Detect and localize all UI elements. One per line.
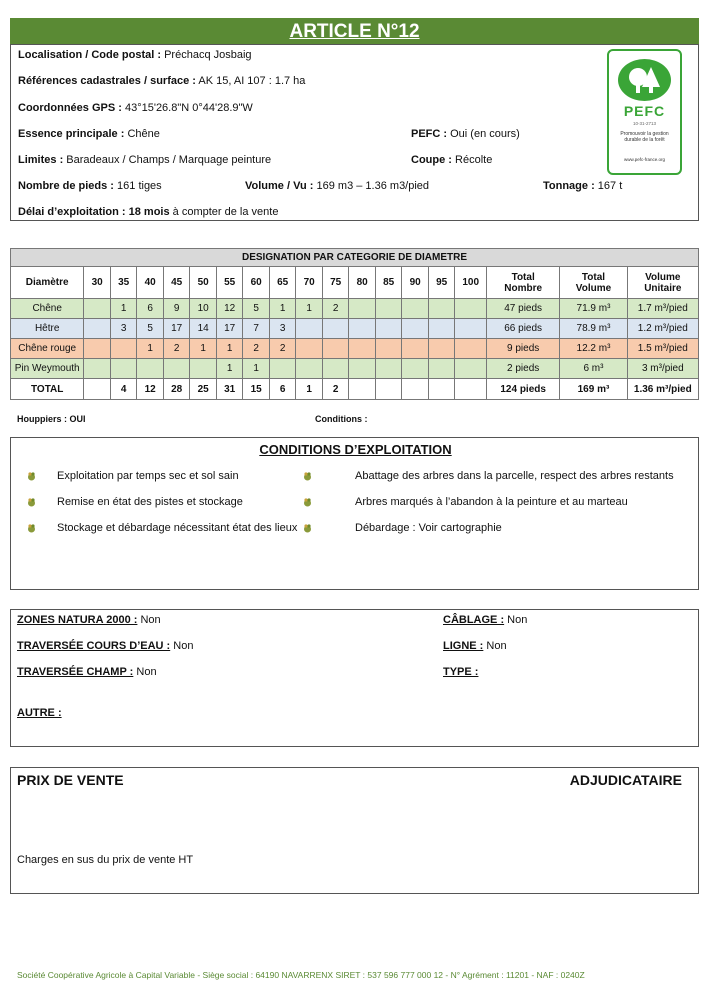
champ-label: TRAVERSÉE CHAMP : xyxy=(17,666,134,678)
condition-item: Remise en état des pistes et stockage xyxy=(57,496,243,508)
diameter-cell: 4 xyxy=(110,379,137,400)
diameter-cell xyxy=(455,359,487,379)
volume-value: 169 m3 – 1.36 m3/pied xyxy=(316,180,430,192)
delai-value: à compter de la vente xyxy=(172,206,279,218)
diameter-cell xyxy=(190,359,217,379)
diameter-cell: 2 xyxy=(163,339,190,359)
diameter-cell xyxy=(163,359,190,379)
diameter-cell xyxy=(375,319,402,339)
diameter-cell xyxy=(375,359,402,379)
diameter-cell: 1 xyxy=(216,339,243,359)
total-cell: 12.2 m³ xyxy=(560,339,627,359)
tonnage-line xyxy=(543,180,622,192)
prix-title: PRIX DE VENTE xyxy=(17,772,124,788)
gps-value: 43°15'26.8"N 0°44'28.9"W xyxy=(124,102,253,114)
essence-line xyxy=(18,128,160,140)
diameter-cell: 1 xyxy=(137,339,164,359)
diameter-cell xyxy=(84,299,111,319)
leaf-bullet-icon xyxy=(27,494,36,503)
conditions-panel xyxy=(10,437,699,590)
ligne-value: Non xyxy=(486,640,507,652)
diameter-cell xyxy=(110,339,137,359)
ligne-label: LIGNE : xyxy=(443,640,484,652)
diameter-cell xyxy=(455,379,487,400)
diameter-cell xyxy=(402,299,429,319)
zones-panel xyxy=(10,609,699,747)
delai-label: Délai d’exploitation : 18 mois xyxy=(18,206,170,218)
article-title: ARTICLE N°12 xyxy=(10,18,699,44)
essence-label: Essence principale : xyxy=(18,128,125,140)
condition-item: Débardage : Voir cartographie xyxy=(355,522,502,534)
diameter-cell xyxy=(428,299,455,319)
diameter-cell: 12 xyxy=(216,299,243,319)
pefc-word: PEFC xyxy=(623,103,666,119)
pefc-label: PEFC : xyxy=(411,128,448,140)
charges-text: Charges en sus du prix de vente HT xyxy=(17,854,194,866)
column-header: 60 xyxy=(243,267,270,299)
cours-line xyxy=(17,640,193,652)
diameter-cell: 1 xyxy=(296,299,323,319)
diameter-cell xyxy=(402,359,429,379)
column-header: Diamètre xyxy=(11,267,84,299)
table-row xyxy=(11,319,699,339)
champ-value: Non xyxy=(136,666,157,678)
diameter-cell xyxy=(375,299,402,319)
localisation-value: Préchacq Josbaig xyxy=(164,49,252,61)
condition-item: Stockage et débardage nécessitant état des lieux xyxy=(57,522,298,534)
row-name: Chêne xyxy=(11,299,84,319)
row-name: Pin Weymouth xyxy=(11,359,84,379)
cours-value: Non xyxy=(173,640,194,652)
table-row xyxy=(11,359,699,379)
tonnage-label: Tonnage : xyxy=(543,180,595,192)
diameter-cell: 2 xyxy=(243,339,270,359)
diameter-cell xyxy=(349,379,376,400)
diameter-cell xyxy=(84,339,111,359)
column-header: 65 xyxy=(269,267,296,299)
diameter-cell xyxy=(402,339,429,359)
leaf-bullet-icon xyxy=(303,468,312,477)
diameter-cell xyxy=(349,359,376,379)
row-name: Hêtre xyxy=(11,319,84,339)
pefc-url: www.pefc-france.org xyxy=(623,157,666,162)
diameter-cell: 1 xyxy=(190,339,217,359)
diameter-cell xyxy=(322,339,349,359)
diameter-cell: 15 xyxy=(243,379,270,400)
diameter-cell xyxy=(110,359,137,379)
diameter-cell: 3 xyxy=(110,319,137,339)
info-panel xyxy=(10,44,699,221)
diameter-cell: 3 xyxy=(269,319,296,339)
limites-line xyxy=(18,154,271,166)
coupe-value: Récolte xyxy=(455,154,493,166)
row-name: Chêne rouge xyxy=(11,339,84,359)
total-cell: 1.5 m³/pied xyxy=(627,339,698,359)
column-header: 30 xyxy=(84,267,111,299)
total-cell: 9 pieds xyxy=(486,339,559,359)
gps-label: Coordonnées GPS : xyxy=(18,102,122,114)
footer: Société Coopérative Agricole à Capital Variable - Siège social : 64190 NAVARRENX SIRET : 537 596 777 000 12 - N° Agrément : 11201 - NAF : 0240Z xyxy=(17,970,585,980)
table-row xyxy=(11,379,699,400)
cadastre-value: AK 15, AI 107 : 1.7 ha xyxy=(198,75,306,87)
diameter-cell xyxy=(296,359,323,379)
diameter-cell: 10 xyxy=(190,299,217,319)
leaf-bullet-icon xyxy=(303,520,312,529)
pefc-line xyxy=(411,128,520,140)
ligne-line xyxy=(443,640,507,652)
table-caption: DESIGNATION PAR CATEGORIE DE DIAMETRE xyxy=(11,249,699,267)
cablage-label: CÂBLAGE : xyxy=(443,614,505,626)
diameter-cell xyxy=(269,359,296,379)
diameter-cell: 2 xyxy=(322,299,349,319)
tonnage-value: 167 t xyxy=(597,180,623,192)
champ-line xyxy=(17,666,157,678)
diameter-cell xyxy=(375,339,402,359)
total-cell: 124 pieds xyxy=(486,379,559,400)
diameter-cell xyxy=(84,359,111,379)
diameter-cell xyxy=(322,359,349,379)
total-cell: 47 pieds xyxy=(486,299,559,319)
diameter-cell: 14 xyxy=(190,319,217,339)
coupe-line xyxy=(411,154,492,166)
pefc-promo: Promouvoir la gestion durable de la forêt xyxy=(620,131,669,143)
limites-value: Baradeaux / Champs / Marquage peinture xyxy=(66,154,272,166)
column-header: 35 xyxy=(110,267,137,299)
total-cell: 1.7 m³/pied xyxy=(627,299,698,319)
table-header-row xyxy=(11,267,699,299)
diameter-cell: 1 xyxy=(216,359,243,379)
conditions-title: CONDITIONS D’EXPLOITATION xyxy=(259,442,452,457)
type-label: TYPE : xyxy=(443,666,479,678)
essence-value: Chêne xyxy=(127,128,160,140)
diameter-cell xyxy=(402,319,429,339)
condition-item: Abattage des arbres dans la parcelle, respect des arbres restants xyxy=(355,470,674,482)
pieds-line xyxy=(18,180,162,192)
condition-item: Exploitation par temps sec et sol sain xyxy=(57,470,239,482)
houppiers-label: Houppiers : OUI xyxy=(17,414,86,424)
gps-line xyxy=(18,102,253,114)
diameter-cell: 28 xyxy=(163,379,190,400)
localisation-line xyxy=(18,49,252,61)
diameter-cell xyxy=(428,319,455,339)
column-header: Total Volume xyxy=(560,267,627,299)
column-header: 50 xyxy=(190,267,217,299)
total-cell: 1.2 m³/pied xyxy=(627,319,698,339)
diameter-cell: 1 xyxy=(243,359,270,379)
diameter-cell: 5 xyxy=(137,319,164,339)
volume-label: Volume / Vu : xyxy=(245,180,314,192)
diameter-cell: 1 xyxy=(296,379,323,400)
prix-panel xyxy=(10,767,699,894)
pefc-logo xyxy=(607,49,682,175)
leaf-bullet-icon xyxy=(303,494,312,503)
diameter-cell: 7 xyxy=(243,319,270,339)
column-header: 75 xyxy=(322,267,349,299)
limites-label: Limites : xyxy=(18,154,64,166)
column-header: 95 xyxy=(428,267,455,299)
pieds-label: Nombre de pieds : xyxy=(18,180,114,192)
autre-line xyxy=(17,707,62,719)
total-cell: 71.9 m³ xyxy=(560,299,627,319)
diameter-cell: 2 xyxy=(322,379,349,400)
pefc-number: 10-31-2713 xyxy=(632,121,657,126)
condition-item: Arbres marqués à l’abandon à la peinture et au marteau xyxy=(355,496,628,508)
volume-line xyxy=(245,180,429,192)
diameter-cell: 6 xyxy=(269,379,296,400)
natura-line xyxy=(17,614,161,626)
diameter-cell xyxy=(322,319,349,339)
cadastre-line xyxy=(18,75,305,87)
diameter-cell xyxy=(296,319,323,339)
column-header: Volume Unitaire xyxy=(627,267,698,299)
coupe-label: Coupe : xyxy=(411,154,452,166)
cablage-line xyxy=(443,614,527,626)
row-name: TOTAL xyxy=(11,379,84,400)
diameter-cell xyxy=(137,359,164,379)
total-cell: 3 m³/pied xyxy=(627,359,698,379)
leaf-bullet-icon xyxy=(27,468,36,477)
column-header: 85 xyxy=(375,267,402,299)
diameter-cell: 17 xyxy=(216,319,243,339)
diameter-cell: 25 xyxy=(190,379,217,400)
table-row xyxy=(11,299,699,319)
autre-label: AUTRE : xyxy=(17,707,62,719)
diameter-cell xyxy=(455,299,487,319)
total-cell: 169 m³ xyxy=(560,379,627,400)
diameter-cell xyxy=(296,339,323,359)
diameter-cell: 5 xyxy=(243,299,270,319)
diameter-table xyxy=(10,248,699,400)
total-cell: 66 pieds xyxy=(486,319,559,339)
column-header: 80 xyxy=(349,267,376,299)
diameter-cell: 31 xyxy=(216,379,243,400)
diameter-cell xyxy=(455,339,487,359)
total-cell: 6 m³ xyxy=(560,359,627,379)
diameter-cell: 9 xyxy=(163,299,190,319)
cours-label: TRAVERSÉE COURS D’EAU : xyxy=(17,640,171,652)
delai-line xyxy=(18,206,278,218)
table-row xyxy=(11,339,699,359)
natura-label: ZONES NATURA 2000 : xyxy=(17,614,138,626)
diameter-cell xyxy=(349,299,376,319)
cadastre-label: Références cadastrales / surface : xyxy=(18,75,196,87)
diameter-cell xyxy=(375,379,402,400)
diameter-cell: 17 xyxy=(163,319,190,339)
total-cell: 1.36 m³/pied xyxy=(627,379,698,400)
pefc-tree-icon xyxy=(618,59,671,101)
column-header: 90 xyxy=(402,267,429,299)
diameter-cell xyxy=(349,319,376,339)
column-header: 100 xyxy=(455,267,487,299)
pefc-value: Oui (en cours) xyxy=(450,128,520,140)
diameter-cell: 1 xyxy=(269,299,296,319)
leaf-bullet-icon xyxy=(27,520,36,529)
pefc-tree-graphic xyxy=(618,59,671,101)
diameter-cell xyxy=(84,379,111,400)
diameter-cell: 12 xyxy=(137,379,164,400)
column-header: 40 xyxy=(137,267,164,299)
column-header: 55 xyxy=(216,267,243,299)
total-cell: 2 pieds xyxy=(486,359,559,379)
column-header: Total Nombre xyxy=(486,267,559,299)
diameter-cell xyxy=(428,339,455,359)
adjudicataire-title: ADJUDICATAIRE xyxy=(569,772,682,788)
localisation-label: Localisation / Code postal : xyxy=(18,49,162,61)
diameter-cell xyxy=(455,319,487,339)
diameter-cell xyxy=(428,359,455,379)
diameter-cell xyxy=(84,319,111,339)
diameter-cell: 2 xyxy=(269,339,296,359)
conditions-label: Conditions : xyxy=(315,414,368,424)
column-header: 45 xyxy=(163,267,190,299)
natura-value: Non xyxy=(140,614,161,626)
column-header: 70 xyxy=(296,267,323,299)
diameter-cell xyxy=(349,339,376,359)
cablage-value: Non xyxy=(507,614,528,626)
diameter-cell xyxy=(428,379,455,400)
diameter-cell: 6 xyxy=(137,299,164,319)
diameter-cell: 1 xyxy=(110,299,137,319)
total-cell: 78.9 m³ xyxy=(560,319,627,339)
pieds-value: 161 tiges xyxy=(117,180,162,192)
diameter-cell xyxy=(402,379,429,400)
type-line xyxy=(443,666,478,678)
